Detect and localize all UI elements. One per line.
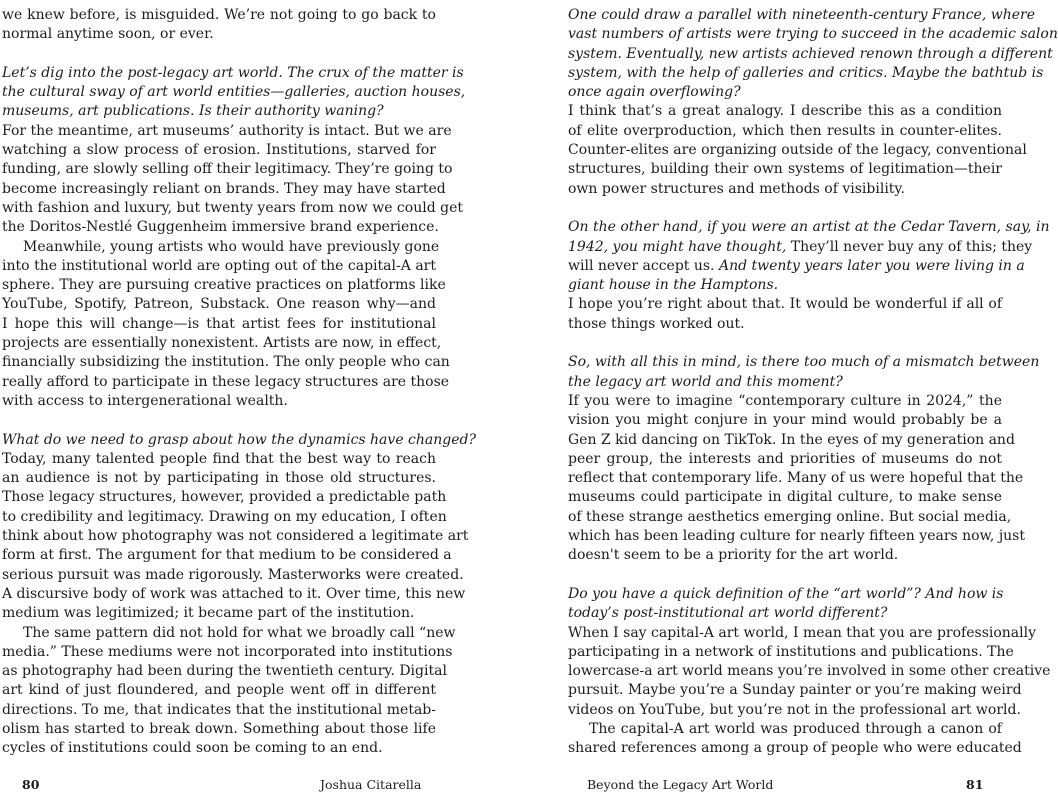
text-line: as photography had been during the twentieth century. Digital (2, 663, 447, 680)
question-line: today’s post-institutional art world different? (568, 605, 888, 622)
text-line: those things worked out. (568, 315, 745, 332)
text-line: to credibility and legitimacy. Drawing on my education, I often (2, 508, 447, 525)
text-line: normal anytime soon, or ever. (2, 26, 214, 43)
question-line: system, with the help of galleries and critics. Maybe the bathtub is (568, 64, 1044, 81)
text-line: cycles of institutions could soon be coming to an end. (2, 740, 383, 757)
text-line: with fashion and luxury, but twenty years from now we could get (2, 199, 463, 216)
paragraph-gap (568, 566, 1002, 585)
text-line: shared references among a group of people who were educated (568, 740, 1022, 757)
text-line: pursuit. Maybe you’re a Sunday painter or you’re making weird (568, 682, 1022, 699)
roman-fragment: They’ll never buy any of this; they (786, 238, 1033, 255)
text-line: The same pattern did not hold for what we broadly call “new (23, 624, 456, 641)
text-line: the Doritos-Nestlé Guggenheim immersive brand experience. (2, 219, 439, 236)
text-line: Those legacy structures, however, provided a predictable path (2, 489, 447, 506)
roman-fragment: will never accept us. (568, 257, 715, 274)
question-line: Let’s dig into the post-legacy art world. The crux of the matter is (2, 64, 464, 81)
question-line: the cultural sway of art world entities—galleries, auction houses, (2, 84, 466, 101)
question-line: Do you have a quick definition of the “art world”? And how is (568, 585, 1004, 602)
text-line: I think that’s a great analogy. I describe this as a condition (568, 103, 1002, 120)
text-line: Meanwhile, young artists who would have previously gone (23, 238, 440, 255)
text-line: Today, many talented people find that the best way to reach (2, 450, 436, 467)
text-line: Gen Z kid dancing on TikTok. In the eyes of my generation and (568, 431, 1015, 448)
text-line: with access to intergenerational wealth. (2, 392, 288, 409)
italic-fragment: And twenty years later you were living in a (714, 257, 1025, 274)
question-line: the legacy art world and this moment? (568, 373, 843, 390)
question-line: What do we need to grasp about how the dynamics have changed? (2, 431, 476, 448)
text-line: projects are essentially nonexistent. Artists are now, in effect, (2, 335, 442, 352)
text-line: YouTube, Spotify, Patreon, Substack. One reason why—and (2, 296, 436, 313)
running-head-right: Beyond the Legacy Art World (587, 777, 774, 792)
text-line: of these strange aesthetics emerging online. But social media, (568, 508, 1012, 525)
text-line (568, 238, 1033, 257)
question-line: museums, art publications. Is their authority waning? (2, 103, 384, 120)
question-line: So, with all this in mind, is there too much of a mismatch between (568, 354, 1040, 371)
text-line: which has been leading culture for nearly fifteen years now, just (568, 528, 1025, 545)
paragraph-gap (568, 199, 1002, 218)
text-line: become increasingly reliant on brands. They may have started (2, 180, 446, 197)
page-number-right: 81 (966, 777, 984, 792)
text-line: watching a slow process of erosion. Institutions, starved for (2, 142, 436, 159)
question-line: On the other hand, if you were an artist at the Cedar Tavern, say, in (568, 219, 1050, 236)
text-line: we knew before, is misguided. We’re not going to go back to (2, 7, 436, 23)
text-line: funding, are slowly selling off their legitimacy. They’re going to (2, 161, 453, 178)
text-line: I hope this will change—is that artist fees for institutional (2, 315, 436, 332)
right-page-text (568, 6, 1058, 759)
question-line: once again overflowing? (568, 84, 741, 101)
text-line: reflect that contemporary life. Many of us were hopeful that the (568, 470, 1024, 487)
text-line: Counter-elites are organizing outside of the legacy, conventional (568, 142, 1027, 159)
paragraph-gap (2, 45, 436, 64)
text-line: directions. To me, that indicates that the institutional metab- (2, 701, 436, 718)
italic-fragment: 1942, you might have thought, (568, 238, 787, 255)
text-line: medium was legitimized; it became part of the institution. (2, 605, 415, 622)
question-line: One could draw a parallel with nineteenth-century France, where (568, 7, 1035, 23)
text-line: form at first. The argument for that medium to be considered a (2, 547, 452, 564)
text-line: When I say capital-A art world, I mean that you are professionally (568, 624, 1037, 641)
text-line: art kind of just floundered, and people went off in different (2, 682, 436, 699)
text-line: olism has started to break down. Something about those life (2, 720, 436, 737)
text-line: For the meantime, art museums’ authority is intact. But we are (2, 122, 452, 139)
question-line: giant house in the Hamptons. (568, 277, 779, 294)
text-line: structures, building their own systems of legitimation—their (568, 161, 1002, 178)
question-line: system. Eventually, new artists achieved renown through a different (568, 45, 1053, 62)
text-line: of elite overproduction, which then results in counter-elites. (568, 122, 1002, 139)
text-line: videos on YouTube, but you’re not in the professional art world. (568, 701, 1021, 718)
text-line: lowercase-a art world means you’re involved in some other creative (568, 663, 1051, 680)
text-line: museums could participate in digital culture, to make sense (568, 489, 1002, 506)
text-line: peer group, the interests and priorities of museums do not (568, 450, 1002, 467)
text-line: sphere. They are pursuing creative practices on platforms like (2, 277, 446, 294)
running-head-left: Joshua Citarella (320, 777, 422, 792)
text-line: really afford to participate in these legacy structures are those (2, 373, 450, 390)
text-line: doesn't seem to be a priority for the art world. (568, 547, 899, 564)
text-line (568, 257, 1025, 276)
left-page (2, 0, 476, 800)
paragraph-gap (2, 411, 436, 430)
text-line: own power structures and methods of visibility. (568, 180, 905, 197)
text-line: vision you might conjure in your mind would probably be a (568, 412, 1002, 429)
paragraph-gap (568, 334, 1002, 353)
left-page-text (2, 6, 476, 759)
text-line: I hope you’re right about that. It would be wonderful if all of (568, 296, 1002, 313)
text-line: an audience is not by participating in those old structures. (2, 470, 436, 487)
text-line: The capital-A art world was produced through a canon of (589, 720, 1002, 737)
question-line: vast numbers of artists were trying to succeed in the academic salon (568, 26, 1058, 43)
text-line: A discursive body of work was attached to it. Over time, this new (2, 585, 466, 602)
text-line: think about how photography was not considered a legitimate art (2, 528, 469, 545)
right-page (568, 0, 1058, 800)
page-number-left: 80 (22, 777, 40, 792)
text-line: participating in a network of institutions and publications. The (568, 643, 1014, 660)
text-line: media.” These mediums were not incorporated into institutions (2, 643, 453, 660)
text-line: financially subsidizing the institution. The only people who can (2, 354, 450, 371)
text-line: serious pursuit was made rigorously. Masterworks were created. (2, 566, 464, 583)
text-line: into the institutional world are opting out of the capital-A art (2, 257, 436, 274)
text-line: If you were to imagine “contemporary culture in 2024,” the (568, 392, 1002, 409)
